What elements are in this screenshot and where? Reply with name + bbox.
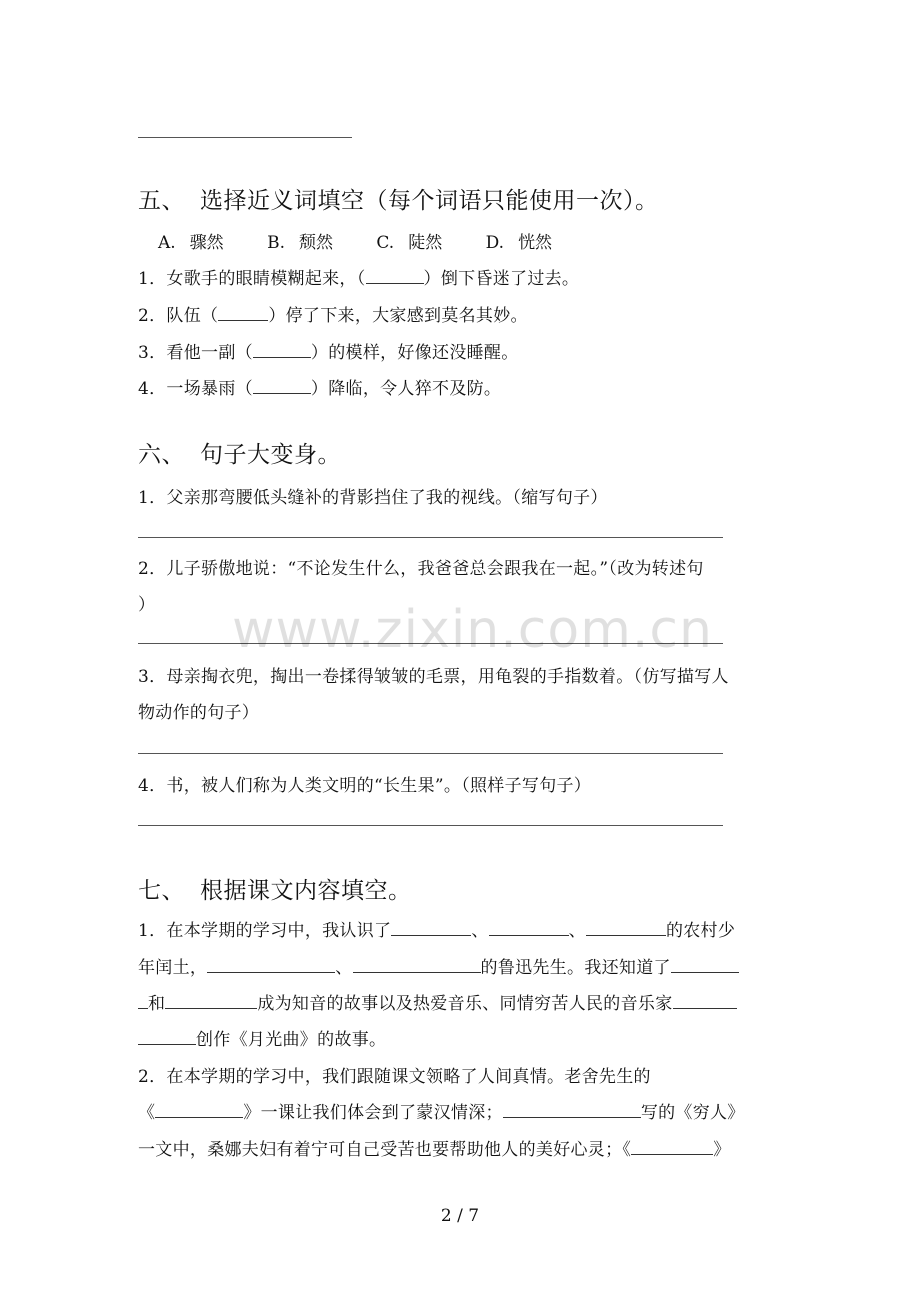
s6-question-3-line2: 物动作的句子）: [138, 703, 260, 723]
s7-q1-blank-4[interactable]: [207, 955, 335, 973]
s7-q1-blank-8b[interactable]: [138, 1027, 196, 1045]
s7-q2-blank-1[interactable]: [155, 1100, 243, 1118]
s7-q1-blank-1[interactable]: [391, 918, 471, 936]
s5-q3-blank[interactable]: [253, 340, 311, 358]
s5-q2-blank[interactable]: [218, 303, 268, 321]
s6-question-1: 1．父亲那弯腰低头缝补的背影挡住了我的视线。（缩写句子）: [138, 488, 608, 508]
choice-list: [158, 228, 590, 253]
s7-q1-line3: 和 成为知音的故事以及热爱音乐、同情穷苦人民的音乐家: [138, 989, 737, 1014]
s5-question-3: 3．看他一副（ ）的模样，好像还没睡醒。: [138, 338, 519, 363]
top-rule: [138, 137, 352, 138]
s6-question-3-line1: 3．母亲掏衣兜，掏出一卷揉得皱皱的毛票，用龟裂的手指数着。（仿写描写人: [138, 667, 729, 687]
s7-q1-blank-2[interactable]: [489, 918, 569, 936]
s6-question-2-line2: ）: [138, 595, 156, 615]
s7-q1-blank-7[interactable]: [165, 991, 257, 1009]
choice-b: B. 颓然: [267, 233, 333, 253]
s6-q1-answer-line[interactable]: [138, 537, 723, 538]
s5-q4-blank[interactable]: [253, 376, 311, 394]
s7-q1-blank-3[interactable]: [586, 918, 666, 936]
s5-question-1: 1．女歌手的眼睛模糊起来，（ ）倒下昏迷了过去。: [138, 264, 579, 289]
s6-question-4: 4．书，被人们称为人类文明的“长生果”。（照样子写句子）: [138, 776, 592, 796]
s5-question-4: 4．一场暴雨（ ）降临，令人猝不及防。: [138, 374, 501, 399]
s7-q1-blank-6b[interactable]: [138, 991, 148, 1009]
s6-question-2-line1: 2．儿子骄傲地说：“不论发生什么，我爸爸总会跟我在一起。”（改为转述句: [138, 559, 704, 579]
s7-q1-blank-8a[interactable]: [673, 991, 737, 1009]
section5-number: 五、: [138, 188, 185, 214]
section6-number: 六、: [138, 442, 185, 468]
s7-q1-blank-6a[interactable]: [671, 955, 739, 973]
s7-q1-line2: 年闰土， 、 的鲁迅先生。我还知道了: [138, 953, 739, 978]
section6-title: 句子大变身。: [200, 442, 341, 468]
choice-c: C. 陡然: [376, 233, 443, 253]
section7-number: 七、: [138, 878, 185, 904]
s7-q1-line4: 创作《月光曲》的故事。: [138, 1025, 386, 1050]
s7-q1-blank-5[interactable]: [353, 955, 481, 973]
choice-d: D. 恍然: [485, 233, 553, 253]
choice-a: A. 骤然: [158, 233, 224, 253]
watermark: www.zixin.com.cn: [232, 600, 713, 660]
page-number: 2 / 7: [440, 1206, 480, 1226]
section6-heading: [138, 436, 341, 469]
s5-question-2: 2．队伍（ ）停了下来，大家感到莫名其妙。: [138, 301, 528, 326]
section7-title: 根据课文内容填空。: [200, 878, 412, 904]
s7-q2-line1: 2．在本学期的学习中，我们跟随课文领略了人间真情。老舍先生的: [138, 1067, 651, 1087]
s7-q2-blank-3[interactable]: [631, 1137, 713, 1155]
s7-q1-line1: 1．在本学期的学习中，我认识了 、 、 的农村少: [138, 916, 735, 941]
s5-q1-blank[interactable]: [366, 266, 424, 284]
s7-q2-blank-2[interactable]: [503, 1100, 641, 1118]
section7-heading: [138, 872, 412, 905]
s6-q4-answer-line[interactable]: [138, 825, 723, 826]
s7-q2-line2: 《 》一课让我们体会到了蒙汉情深； 写的《穷人》: [138, 1098, 745, 1123]
section5-heading: [138, 182, 659, 215]
section5-title: 选择近义词填空（每个词语只能使用一次）。: [200, 188, 659, 214]
s6-q3-answer-line[interactable]: [138, 753, 723, 754]
s7-q2-line3: 一文中，桑娜夫妇有着宁可自己受苦也要帮助他人的美好心灵；《 》: [138, 1135, 731, 1160]
